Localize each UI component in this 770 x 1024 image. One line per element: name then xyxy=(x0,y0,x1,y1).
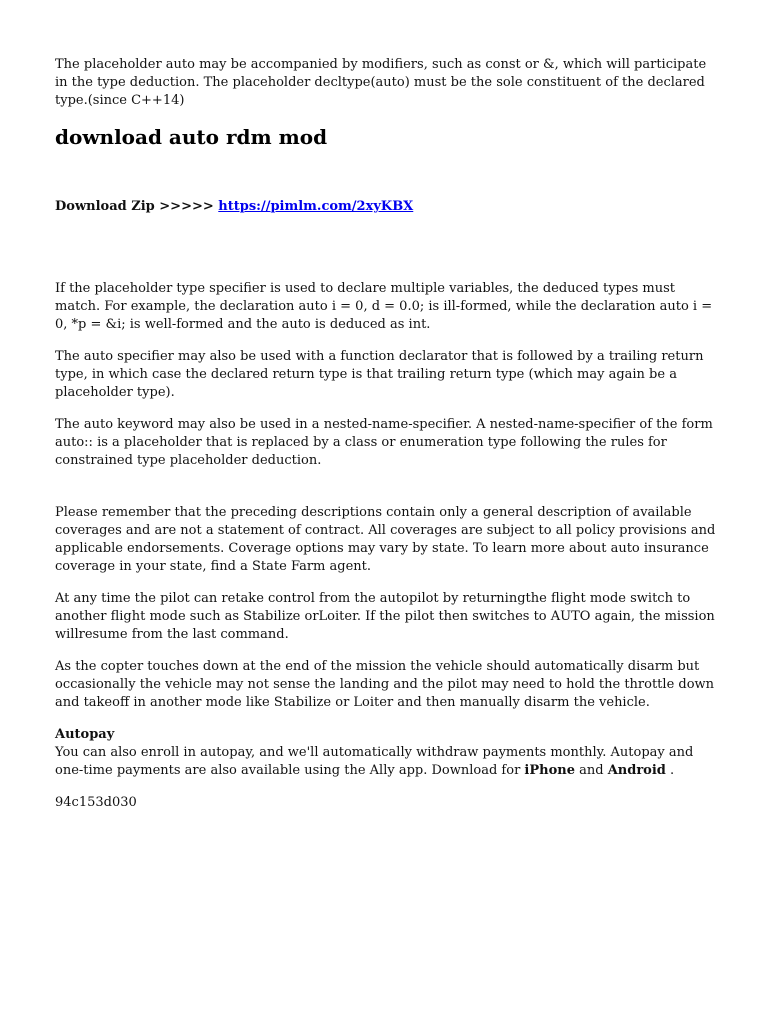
paragraph-autopilot: At any time the pilot can retake control from the autopilot by returningthe flight mode switch to another flight mode such as Stabilize orLoiter. If the pilot then switches to AUTO again, the mission willresume from the last command. xyxy=(55,591,715,642)
hash-text: 94c153d030 xyxy=(55,795,137,810)
autopay-text-after: . xyxy=(665,763,675,778)
paragraph-multiple-variables: If the placeholder type specifier is used to declare multiple variables, the deduced types must match. For example, the declaration auto i = 0, d = 0.0; is ill-formed, while the declaration auto i = 0, *p = &i; is well-formed and the auto is deduced as int. xyxy=(55,281,713,332)
paragraph-nested-name: The auto keyword may also be used in a nested-name-specifier. A nested-name-specifier of the form auto:: is a placeholder that is replaced by a class or enumeration type following the rules for constrained type placeholder deduction. xyxy=(55,417,713,468)
autopay-and: and xyxy=(574,763,608,778)
document-page xyxy=(55,56,720,826)
download-label: Download Zip >>>>> xyxy=(55,199,219,214)
intro-paragraph: The placeholder auto may be accompanied by modifiers, such as const or &, which will participate in the type deduction. The placeholder decltype(auto) must be the sole constituent of the declared type.(since C++14) xyxy=(55,57,707,108)
download-line xyxy=(55,198,720,216)
page-title: download auto rdm mod xyxy=(55,125,328,149)
download-link[interactable]: https://pimlm.com/2xyKBX xyxy=(218,199,414,214)
paragraph-coverages: Please remember that the preceding descriptions contain only a general description of available coverages and are not a statement of contract. All coverages are subject to all policy provisions and applicable endorsements. Coverage options may vary by state. To learn more about auto insurance coverage in your state, find a State Farm agent. xyxy=(55,505,716,574)
autopay-heading: Autopay xyxy=(55,727,115,742)
iphone-label: iPhone xyxy=(524,763,575,778)
paragraph-disarm: As the copter touches down at the end of the mission the vehicle should automatically disarm but occasionally the vehicle may not sense the landing and the pilot may need to hold the throttle down and takeoff in another mode like Stabilize or Loiter and then manually disarm the vehicle. xyxy=(55,659,715,710)
autopay-text-before: You can also enroll in autopay, and we'll automatically withdraw payments monthly. Autopay and one-time payments are also available using the Ally app. Download for xyxy=(55,745,694,778)
paragraph-trailing-return: The auto specifier may also be used with a function declarator that is followed by a trailing return type, in which case the declared return type is that trailing return type (which may again be a placeholder type). xyxy=(55,349,704,400)
autopay-paragraph xyxy=(55,744,720,780)
android-label: Android xyxy=(607,763,666,778)
